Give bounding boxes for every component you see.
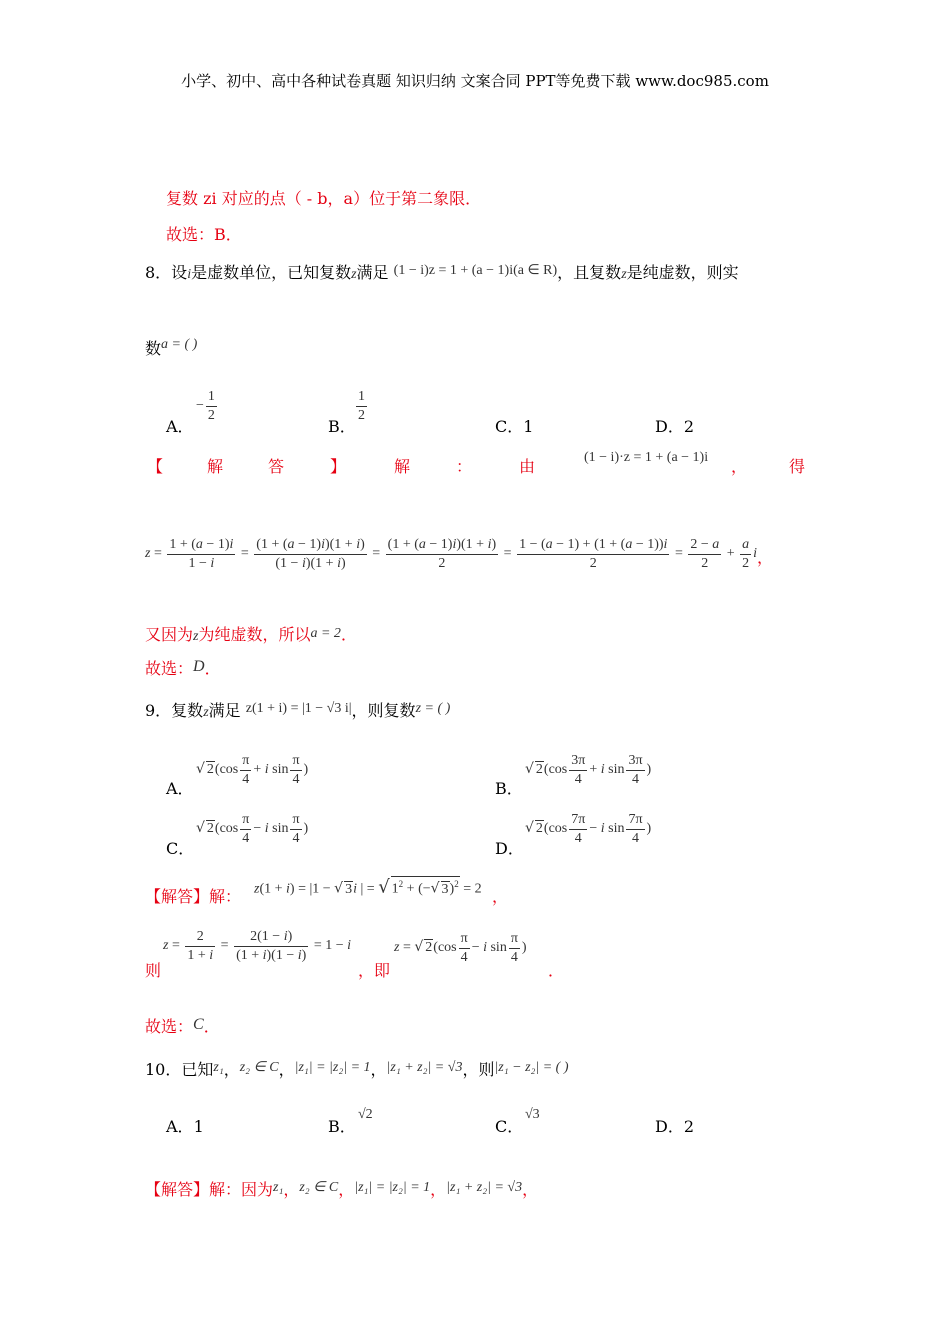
q10-z1: z₁	[213, 1060, 224, 1075]
q8-sol-colon: ：	[456, 457, 473, 476]
q9-option-d-value: √ 2(cos $\frac{7\pi}{4}$ − i sin $\frac{7\pi}{4}$ )	[525, 812, 652, 846]
q8-answer-letter: D	[193, 658, 205, 675]
q8-stem	[145, 260, 739, 283]
q9-condition: z(1 + i) = |1 − √3 i|	[245, 701, 352, 716]
q8-option-d-value: 2	[683, 417, 695, 436]
q8-answer-end: ．	[204, 659, 221, 678]
q9-then-pre: 则	[145, 961, 162, 980]
q9-ask: z = ( )	[415, 701, 451, 716]
q9-mid: ，则复数	[351, 701, 416, 720]
q10-stem	[145, 1057, 569, 1080]
q10-solution	[145, 1177, 538, 1200]
q10-z2: z₂ ∈ C	[239, 1060, 279, 1075]
q10-sol-comma-3: ，	[430, 1180, 447, 1199]
q9-option-d-label: D．	[495, 839, 524, 858]
q9-z: z	[203, 705, 209, 720]
q8-option-c-value: 1	[523, 417, 534, 436]
q8-sol-char-you: 由	[519, 457, 536, 476]
q8-option-d	[655, 414, 694, 437]
q9-answer	[145, 1014, 220, 1037]
q9-satisfy: 满足	[208, 701, 241, 720]
q9-option-c-label: C．	[166, 839, 195, 858]
q9-answer-end: ．	[203, 1017, 220, 1036]
q8-satisfy: 满足	[356, 263, 389, 282]
q8-option-c	[495, 414, 533, 437]
q8-prefix: 8．设	[145, 263, 188, 282]
prev-solution-line: 复数 zi 对应的点（ - b，a）位于第二象限．	[166, 189, 482, 208]
q8-sol-equation: (1 − i)·z = 1 + (a − 1)i	[584, 450, 709, 465]
q9-ie-end: ．	[548, 961, 565, 980]
q9-sol-prefix: 【解答】解：	[145, 887, 242, 906]
q8-sol-comma: ，	[731, 457, 748, 476]
q8-sol-char-1: 解	[207, 457, 224, 476]
q9-ie-equation: z = √ 2(cos $\frac{\pi}{4}$ − i sin $\frac{\pi}{4}$ )	[394, 931, 527, 965]
q10-sol-z1: z₁	[273, 1180, 284, 1195]
q8-sol-char-2: 答	[268, 457, 285, 476]
q9-answer-pre: 故选：	[145, 1017, 194, 1036]
q10-modulus-eq: |z₁| = |z₂| = 1	[294, 1060, 371, 1075]
q10-option-c-value: √3	[525, 1107, 540, 1122]
q9-sol-equation: z(1 + i) = |1 − √ 3i | = √ $1^2$ + (−√ 3)$^2$ = 2	[254, 876, 482, 898]
q9-option-a-value: √ 2(cos $\frac{\pi}{4}$ + i sin $\frac{\pi}{4}$ )	[196, 753, 309, 787]
q9-option-b-label: B．	[495, 779, 523, 798]
q9-stem	[145, 698, 450, 721]
q10-option-d-value: 2	[683, 1117, 695, 1136]
q8-tail: ，且复数	[557, 263, 622, 282]
q10-option-a-value: 1	[193, 1117, 204, 1136]
q10-option-d	[655, 1114, 694, 1137]
q9-then-equation: z = $\frac{2}{1 + i}$ = $\frac{2(1 - i)}{(1 + i)(1 - i)}$ = 1 − i	[163, 929, 351, 963]
q10-option-d-label: D．	[655, 1117, 684, 1136]
q8-option-b-value: $\frac{1}{2}$	[358, 389, 365, 423]
q10-comma-2: ，	[278, 1060, 295, 1079]
q8-sol-char-jie: 解	[394, 457, 411, 476]
q10-option-b-label: B．	[328, 1117, 356, 1136]
q8-pure-pre: 又因为	[145, 625, 194, 644]
q8-answer	[145, 656, 221, 679]
q10-ask: |z₁ − z₂| = ( )	[494, 1060, 569, 1075]
q10-then: ，则	[462, 1060, 495, 1079]
q8-answer-pre: 故选：	[145, 659, 194, 678]
q10-option-c-label: C．	[495, 1117, 524, 1136]
q10-sol-comma-4: ，	[522, 1180, 539, 1199]
q9-prefix: 9．复数	[145, 701, 204, 720]
q10-sol-prefix: 【解答】解：因为	[145, 1180, 274, 1199]
q8-stem-line2	[145, 330, 197, 359]
q10-sol-sum-modulus: |z₁ + z₂| = √3	[446, 1180, 523, 1195]
q8-option-c-label: C．	[495, 417, 524, 436]
q8-z: z	[351, 267, 357, 282]
q9-answer-letter: C	[193, 1016, 204, 1033]
q10-option-a	[166, 1114, 204, 1137]
q10-sol-modulus-eq: |z₁| = |z₂| = 1	[354, 1180, 431, 1195]
q8-z2: z	[621, 267, 627, 282]
q9-option-c-value: √ 2(cos $\frac{\pi}{4}$ − i sin $\frac{\pi}{4}$ )	[196, 812, 309, 846]
q8-sol-bracket-open: 【	[147, 457, 164, 476]
q10-option-b-value: √2	[358, 1107, 373, 1122]
q8-i: i	[187, 267, 192, 282]
q8-sol-bracket-close: 】	[330, 457, 347, 476]
q8-pure-end: ．	[340, 625, 357, 644]
q8-option-a-value: − $\frac{1}{2}$	[196, 389, 215, 423]
q10-sum-modulus: |z₁ + z₂| = √3	[386, 1060, 463, 1075]
q10-comma-1: ，	[223, 1060, 240, 1079]
q8-pure-mid: 为纯虚数，所以	[198, 625, 311, 644]
q8-option-d-label: D．	[655, 417, 684, 436]
q8-line2-pre: 数	[145, 339, 162, 358]
q9-sol-end: ，	[492, 887, 509, 906]
q10-sol-z2: z₂ ∈ C	[299, 1180, 339, 1195]
q8-pure-math: a = 2	[310, 626, 341, 641]
q8-option-a-label: A．	[166, 417, 194, 436]
q8-pure-z: z	[193, 629, 199, 644]
q10-option-a-label: A．	[166, 1117, 194, 1136]
q8-ask: a = ( )	[161, 337, 198, 352]
q8-mid: 是虚数单位，已知复数	[191, 263, 352, 282]
q10-prefix: 10．已知	[145, 1060, 214, 1079]
prev-answer: 故选：B．	[166, 225, 242, 244]
q8-sol-char-de: 得	[789, 457, 806, 476]
q8-condition: (1 − i)z = 1 + (a − 1)i(a ∈ R)	[393, 263, 558, 278]
q10-comma-3: ，	[370, 1060, 387, 1079]
q9-option-a-label: A．	[166, 779, 194, 798]
q9-option-b-value: √ 2(cos $\frac{3\pi}{4}$ + i sin $\frac{3\pi}{4}$ )	[525, 753, 652, 787]
q8-option-b	[328, 414, 356, 437]
q8-derivation: z = $\frac{1 + (a - 1)i}{1 - i}$ = $\frac{(1 + (a - 1)i)(1 + i)}{(1 - i)(1 + i)}$ = $\frac{(1 + (a - 1)i)(1 + i)}{2}$ = $\frac{1 - (a - 1) + (1 + (a - 1))i}{2}$ = $\frac{2 - a}{2}$ + $\frac{a}{2}$ i，	[145, 537, 774, 571]
q10-sol-comma-2: ，	[338, 1180, 355, 1199]
q8-option-a	[166, 414, 194, 437]
q8-pure-line	[145, 622, 357, 645]
q10-sol-comma-1: ，	[283, 1180, 300, 1199]
q9-ie: ，即	[358, 961, 391, 980]
page-header: 小学、初中、高中各种试卷真题 知识归纳 文案合同 PPT等免费下载 www.doc985.com	[181, 72, 769, 90]
q8-option-b-label: B．	[328, 417, 356, 436]
q8-tail2: 是纯虚数，则实	[626, 263, 739, 282]
